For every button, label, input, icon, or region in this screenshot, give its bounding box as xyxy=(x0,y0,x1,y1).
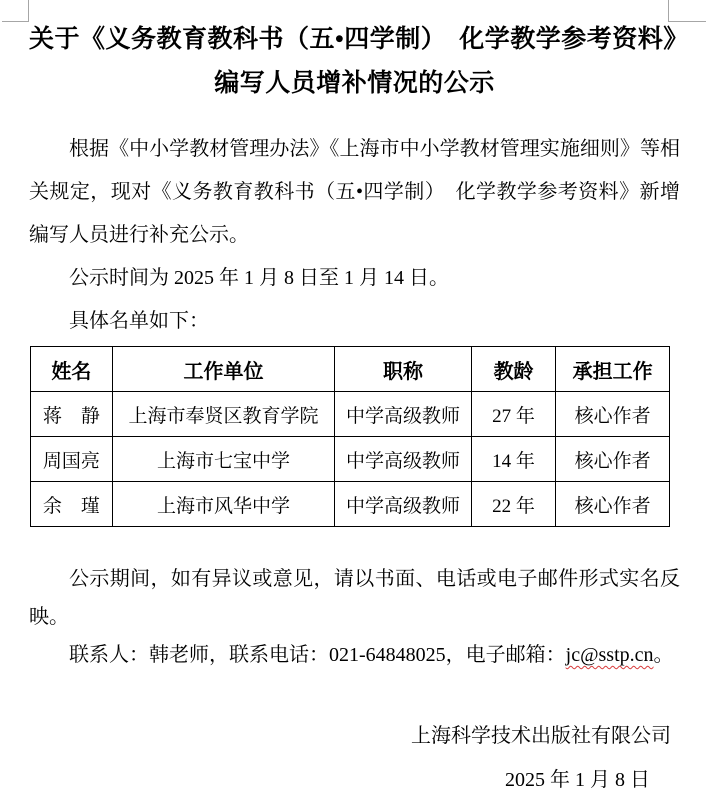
column-header-workplace: 工作单位 xyxy=(112,347,334,392)
table-row xyxy=(31,392,670,437)
page-margin-crop-mark-top-right xyxy=(668,0,706,22)
cell-workplace: 上海市奉贤区教育学院 xyxy=(112,392,334,437)
table-row xyxy=(31,482,670,527)
cell-teaching-years: 14 年 xyxy=(471,437,555,482)
title-line-1: 关于《义务教育教科书（五•四学制） 化学教学参考资料》 xyxy=(29,26,689,53)
feedback-paragraph: 公示期间，如有异议或意见，请以书面、电话或电子邮件形式实名反映。 xyxy=(29,568,680,628)
cell-name: 蒋 静 xyxy=(31,392,113,437)
column-header-name: 姓名 xyxy=(31,347,113,392)
cell-title: 中学高级教师 xyxy=(335,437,472,482)
cell-name: 余 瑾 xyxy=(31,482,113,527)
column-header-title: 职称 xyxy=(335,347,472,392)
table-header-row xyxy=(31,347,670,392)
cell-title: 中学高级教师 xyxy=(335,482,472,527)
cell-teaching-years: 27 年 xyxy=(471,392,555,437)
cell-teaching-years: 22 年 xyxy=(471,482,555,527)
title-line-2: 编写人员增补情况的公示 xyxy=(214,70,495,97)
cell-workplace: 上海市七宝中学 xyxy=(112,437,334,482)
signature-date: 2025 年 1 月 8 日 xyxy=(505,769,650,791)
intro-paragraph: 根据《中小学教材管理办法》《上海市中小学教材管理实施细则》等相关规定，现对《义务教育教科书（五•四学制） 化学教学参考资料》新增编写人员进行补充公示。 xyxy=(29,138,680,246)
column-header-role: 承担工作 xyxy=(556,347,670,392)
cell-role: 核心作者 xyxy=(556,437,670,482)
contact-period: 。 xyxy=(653,644,674,666)
contact-email: jc@sstp.cn xyxy=(565,644,654,666)
cell-title: 中学高级教师 xyxy=(335,392,472,437)
publisher-name: 上海科学技术出版社有限公司 xyxy=(411,725,671,747)
cell-workplace: 上海市风华中学 xyxy=(112,482,334,527)
publicity-period-paragraph: 公示时间为 2025 年 1 月 8 日至 1 月 14 日。 xyxy=(69,267,449,289)
contact-paragraph xyxy=(29,636,680,674)
cell-name: 周国亮 xyxy=(31,437,113,482)
table-row xyxy=(31,437,670,482)
column-header-teaching-years: 教龄 xyxy=(471,347,555,392)
cell-role: 核心作者 xyxy=(556,482,670,527)
contact-text: 联系人：韩老师，联系电话：021-64848025，电子邮箱： xyxy=(69,644,566,666)
page-margin-crop-mark-top-left xyxy=(2,0,29,22)
cell-role: 核心作者 xyxy=(556,392,670,437)
roster-table xyxy=(30,346,670,527)
list-intro-paragraph: 具体名单如下： xyxy=(69,310,209,332)
signature-block xyxy=(29,714,680,802)
document-title xyxy=(29,18,689,106)
